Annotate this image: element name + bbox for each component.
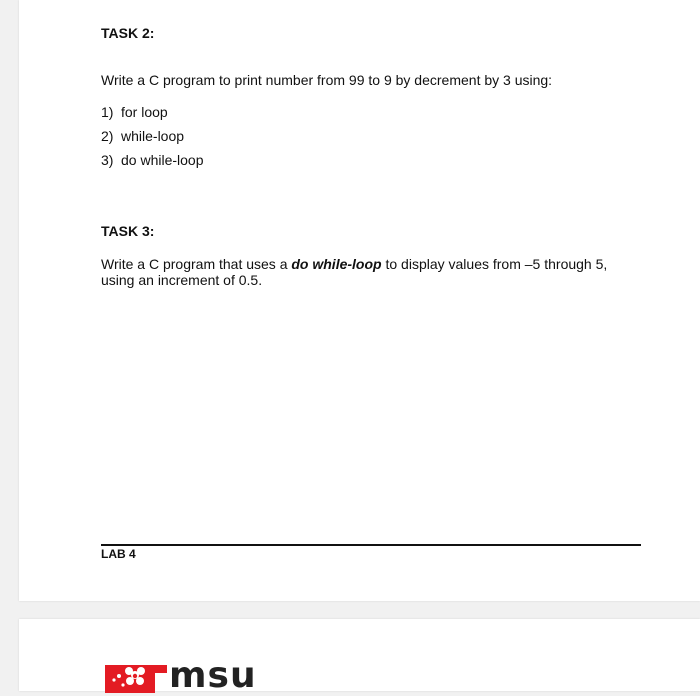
list-item-number: 1) [101,104,114,120]
msu-logo [105,655,257,696]
hibiscus-flower-icon [105,661,167,693]
task-3-heading: TASK 3: [101,223,155,239]
task-3-prompt-emphasis: do while-loop [291,256,382,272]
task-2-heading: TASK 2: [101,25,155,41]
logo-text: msu [169,655,257,696]
list-item-label: while-loop [121,128,185,144]
task-3-prompt [101,256,631,288]
task-3-prompt-start: Write a C program that uses a [101,256,292,272]
task-2-list-item [101,128,184,144]
document-page-1 [19,0,700,601]
list-item-number: 3) [101,152,114,168]
list-item-label: do while-loop [121,152,204,168]
footer-rule [101,544,641,546]
footer-label: LAB 4 [101,547,136,561]
task-2-list-item [101,152,204,168]
task-2-list-item [101,104,168,120]
task-2-prompt: Write a C program to print number from 99 to 9 by decrement by 3 using: [101,72,553,88]
list-item-number: 2) [101,128,114,144]
task-3-prompt-end: to display values from –5 through 5, using an increment of 0.5. [101,256,608,288]
list-item-label: for loop [121,104,168,120]
document-page-2 [19,619,700,696]
